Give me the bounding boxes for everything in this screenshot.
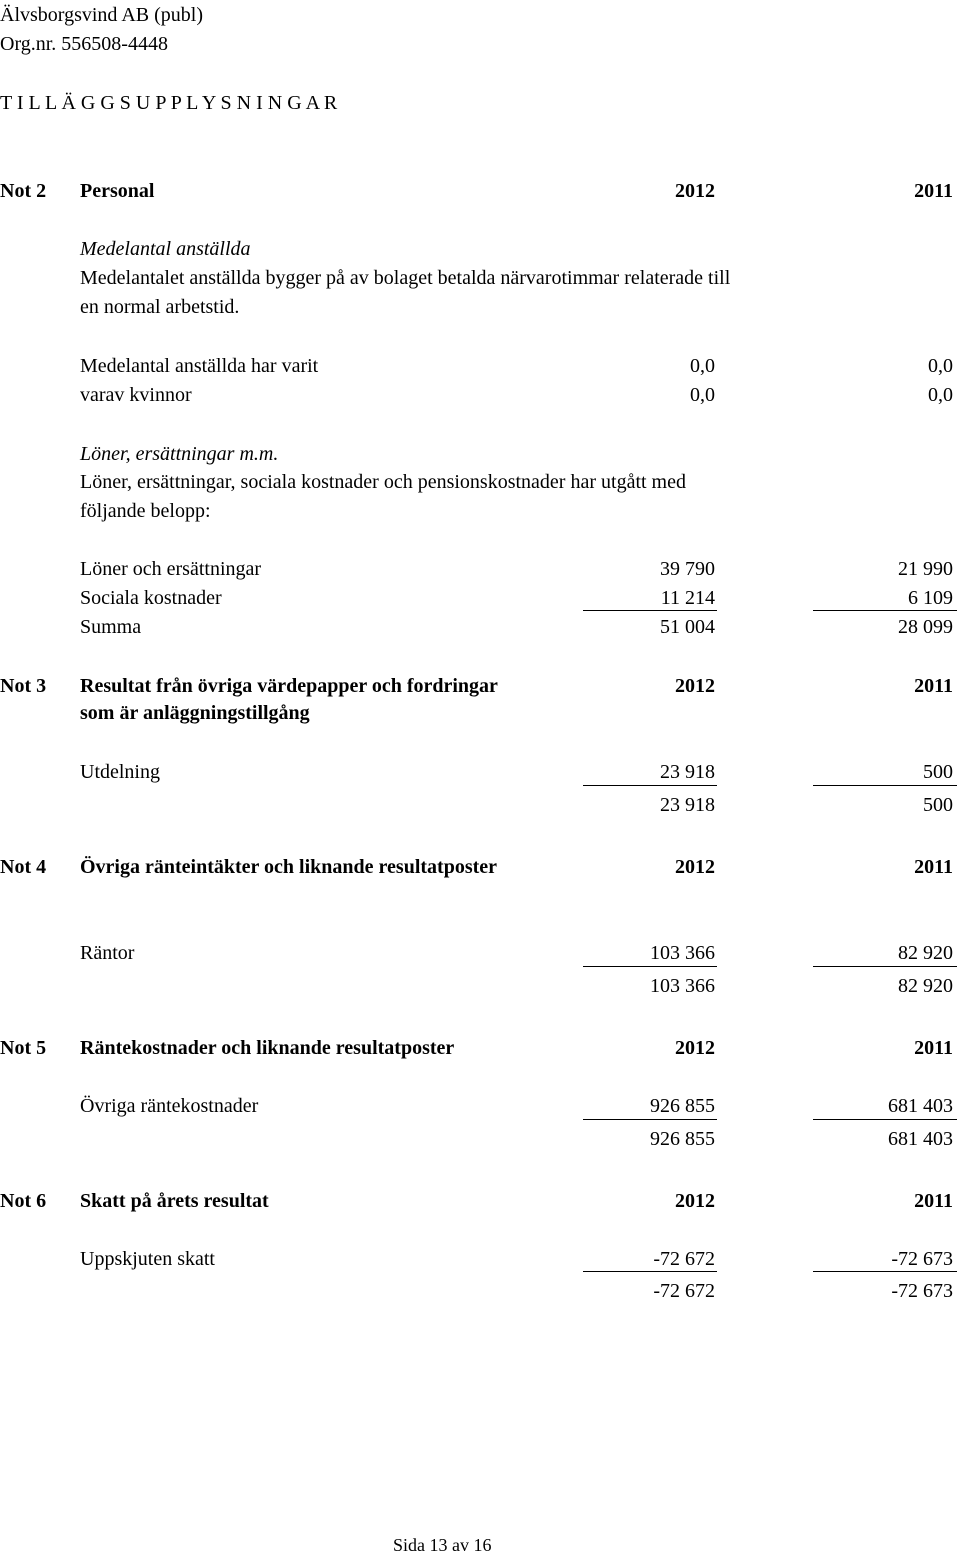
total-value-2012: 23 918 [660,794,715,816]
underline [813,785,957,786]
paragraph-line: Medelantalet anställda bygger på av bolaget betalda närvarotimmar relaterade till [80,267,731,289]
row-label: Löner och ersättningar [80,558,262,580]
total-value-2012: 51 004 [660,616,715,638]
paragraph-line: Löner, ersättningar, sociala kostnader och pensionskostnader har utgått med [80,471,686,493]
row-value-2012: -72 672 [653,1248,715,1270]
year-header-1: 2012 [675,1037,715,1059]
total-label: Summa [80,616,142,638]
row-label: Medelantal anställda har varit [80,355,319,377]
note-title: Skatt på årets resultat [80,1190,269,1212]
note-label: Not 5 [0,1037,47,1059]
year-header-2: 2011 [914,675,953,697]
row-label: Uppskjuten skatt [80,1248,215,1270]
underline [813,1119,957,1120]
underline [813,966,957,967]
note-title: Resultat från övriga värdepapper och fordringar [80,675,498,697]
row-value-2012: 0,0 [690,355,715,377]
year-header-1: 2012 [675,1190,715,1212]
paragraph-line: en normal arbetstid. [80,296,240,318]
sub-heading: Medelantal anställda [80,238,251,260]
row-value-2011: 0,0 [928,355,953,377]
row-value-2011: 0,0 [928,384,953,406]
total-value-2012: -72 672 [653,1280,715,1302]
row-label: Övriga räntekostnader [80,1095,259,1117]
row-label: Räntor [80,942,135,964]
total-value-2011: 500 [923,794,953,816]
org-number: Org.nr. 556508-4448 [0,33,168,55]
company-name: Älvsborgsvind AB (publ) [0,4,203,26]
row-value-2011: 21 990 [898,558,953,580]
row-value-2011: 681 403 [888,1095,953,1117]
row-label: Utdelning [80,761,160,783]
paragraph-line: följande belopp: [80,500,211,522]
note-title: Personal [80,180,155,202]
row-label: varav kvinnor [80,384,192,406]
row-value-2011: -72 673 [891,1248,953,1270]
sub-heading: Löner, ersättningar m.m. [80,443,279,465]
note-label: Not 6 [0,1190,47,1212]
underline [813,1271,957,1272]
page-number: Sida 13 av 16 [393,1535,492,1555]
row-value-2012: 103 366 [650,942,715,964]
row-value-2011: 6 109 [908,587,953,609]
note-label: Not 3 [0,675,47,697]
underline [813,610,957,611]
note-label: Not 4 [0,856,47,878]
section-title: T I L L Ä G G S U P P L Y S N I N G A R [0,92,338,114]
note-title: Räntekostnader och liknande resultatposter [80,1037,455,1059]
row-value-2012: 0,0 [690,384,715,406]
row-label: Sociala kostnader [80,587,222,609]
underline [583,785,717,786]
total-value-2011: -72 673 [891,1280,953,1302]
year-header-2: 2011 [914,856,953,878]
row-value-2012: 926 855 [650,1095,715,1117]
note-title: Övriga ränteintäkter och liknande resultatposter [80,856,498,878]
total-value-2012: 926 855 [650,1128,715,1150]
year-header-1: 2012 [675,675,715,697]
total-value-2011: 681 403 [888,1128,953,1150]
year-header-2: 2011 [914,1037,953,1059]
row-value-2011: 82 920 [898,942,953,964]
year-header-1: 2012 [675,856,715,878]
row-value-2012: 39 790 [660,558,715,580]
underline [583,966,717,967]
year-header-2: 2011 [914,180,953,202]
total-value-2012: 103 366 [650,975,715,997]
year-header-1: 2012 [675,180,715,202]
year-header-2: 2011 [914,1190,953,1212]
total-value-2011: 28 099 [898,616,953,638]
note-title: som är anläggningstillgång [80,702,310,724]
underline [583,610,717,611]
row-value-2011: 500 [923,761,953,783]
underline [583,1271,717,1272]
row-value-2012: 11 214 [660,587,715,609]
underline [583,1119,717,1120]
note-label: Not 2 [0,180,47,202]
row-value-2012: 23 918 [660,761,715,783]
total-value-2011: 82 920 [898,975,953,997]
